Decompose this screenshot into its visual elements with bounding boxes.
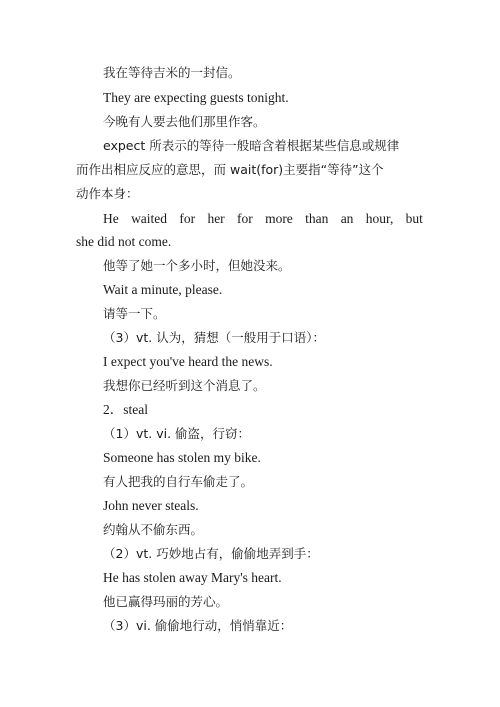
- chinese-translation-line: 他已赢得玛丽的芳心。: [103, 594, 229, 609]
- paragraph-line: 而作出相应反应的意思，而 wait(for)主要指“等待”这个: [76, 162, 384, 177]
- english-example-line: John never steals.: [103, 498, 199, 513]
- chinese-translation-line: 我想你已经听到这个消息了。: [103, 378, 266, 393]
- english-example-line: she did not come.: [76, 234, 172, 249]
- english-example-line: He has stolen away Mary's heart.: [103, 570, 282, 585]
- word: but: [405, 211, 423, 226]
- sense-heading: （3）vi. 偷偷地行动，悄悄靠近：: [103, 618, 293, 633]
- paragraph-line: 动作本身：: [76, 186, 139, 201]
- chinese-translation-line: 有人把我的自行车偷走了。: [103, 474, 254, 489]
- english-example-line: They are expecting guests tonight.: [103, 90, 289, 105]
- english-example-line: I expect you've heard the news.: [103, 354, 273, 369]
- word: He: [103, 211, 119, 226]
- sense-heading: （1）vt. vi. 偷盗，行窃：: [103, 426, 251, 441]
- sense-heading: （2）vt. 巧妙地占有，偷偷地弄到手：: [103, 546, 319, 561]
- justified-example-line: [103, 210, 423, 228]
- english-example-line: Someone has stolen my bike.: [103, 450, 261, 465]
- word: waited: [131, 211, 168, 226]
- chinese-translation-line: 请等一下。: [103, 306, 166, 321]
- word: for: [237, 211, 253, 226]
- word: more: [265, 211, 293, 226]
- chinese-translation-line: 他等了她一个多小时，但她没来。: [103, 258, 291, 273]
- chinese-example-line: 我在等待吉米的一封信。: [103, 65, 241, 80]
- word: her: [207, 211, 225, 226]
- word: for: [179, 211, 196, 226]
- word: than: [305, 211, 329, 226]
- english-example-line: Wait a minute, please.: [103, 282, 223, 297]
- sense-heading: （3）vt. 认为，猜想（一般用于口语）：: [103, 330, 325, 345]
- word: an: [340, 211, 354, 226]
- entry-heading: 2．steal: [103, 402, 148, 417]
- word: hour,: [365, 211, 394, 226]
- paragraph-line: expect 所表示的等待一般暗含着根据某些信息或规律: [103, 138, 400, 153]
- chinese-translation-line: 今晚有人要去他们那里作客。: [103, 114, 266, 129]
- chinese-translation-line: 约翰从不偷东西。: [103, 522, 204, 537]
